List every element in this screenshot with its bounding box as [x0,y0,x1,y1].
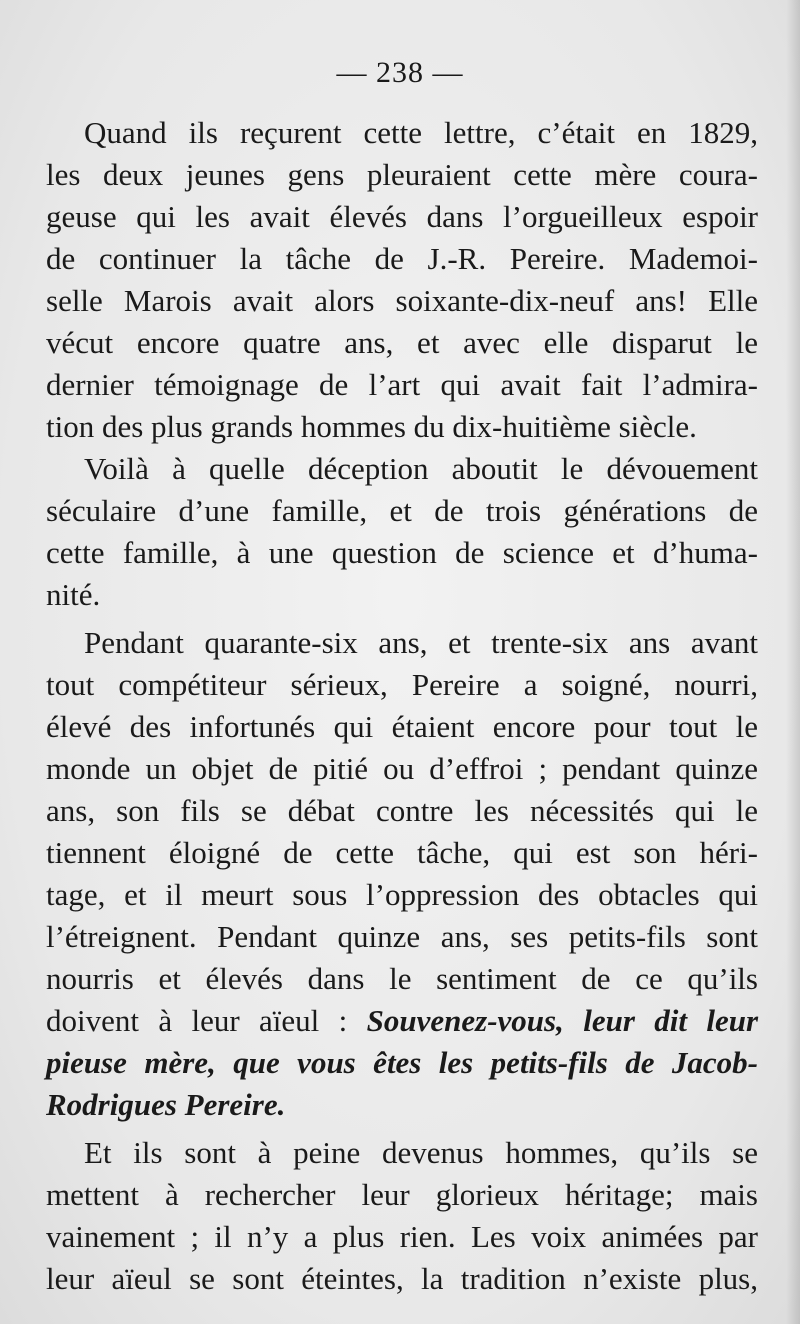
text-line: monde un objet de pitié ou d’effroi ; pendant quinze [46,751,758,786]
text-line: leur aïeul se sont éteintes, la tradition n’existe plus, [46,1261,758,1296]
text-line: tout compétiteur sérieux, Pereire a soigné, nourri, [46,667,758,702]
text-line: cette famille, à une question de science et d’huma- [46,535,758,570]
text-line: de continuer la tâche de J.-R. Pereire. Mademoi- [46,241,758,276]
italic-quote-line: pieuse mère, que vous êtes les petits-fils de Jacob- [46,1045,758,1080]
body-text [46,112,758,1300]
text-line: séculaire d’une famille, et de trois générations de [46,493,758,528]
text-line: selle Marois avait alors soixante-dix-neuf ans! Elle [46,283,758,318]
text-line: vainement ; il n’y a plus rien. Les voix animées par [46,1219,758,1254]
text-line: Voilà à quelle déception aboutit le dévouement [84,451,758,486]
text-line: Quand ils reçurent cette lettre, c’était en 1829, [84,115,758,150]
text-line: les deux jeunes gens pleuraient cette mère coura- [46,157,758,192]
text-line-mixed [46,1000,758,1042]
text-line: Et ils sont à peine devenus hommes, qu’ils se [84,1135,758,1170]
italic-quote-line: Rodrigues Pereire. [46,1087,286,1122]
text-line: l’étreignent. Pendant quinze ans, ses petits-fils sont [46,919,758,954]
text-line: geuse qui les avait élevés dans l’orgueilleux espoir [46,199,758,234]
text-line: Pendant quarante-six ans, et trente-six ans avant [84,625,758,660]
text-line: vécut encore quatre ans, et avec elle disparut le [46,325,758,360]
paragraph-1 [46,112,758,448]
text-line: tage, et il meurt sous l’oppression des obtacles qui [46,877,758,912]
italic-quote: Souvenez-vous, leur dit leur [366,1003,759,1038]
text-line: nourris et élevés dans le sentiment de ce qu’ils [46,961,758,996]
roman-text: doivent à leur aïeul : [46,1003,348,1038]
paragraph-3 [46,622,758,1126]
text-line: élevé des infortunés qui étaient encore pour tout le [46,709,758,744]
text-line: tion des plus grands hommes du dix-huitième siècle. [46,409,697,444]
paragraph-2 [46,448,758,616]
page-number-header: — 238 — [336,56,464,89]
text-line: tiennent éloigné de cette tâche, qui est son héri- [46,835,758,870]
text-line: ans, son fils se débat contre les nécessités qui le [46,793,758,828]
text-line: dernier témoignage de l’art qui avait fait l’admira- [46,367,758,402]
text-line: nité. [46,577,101,612]
paragraph-4 [46,1132,758,1300]
text-line: mettent à rechercher leur glorieux héritage; mais [46,1177,758,1212]
